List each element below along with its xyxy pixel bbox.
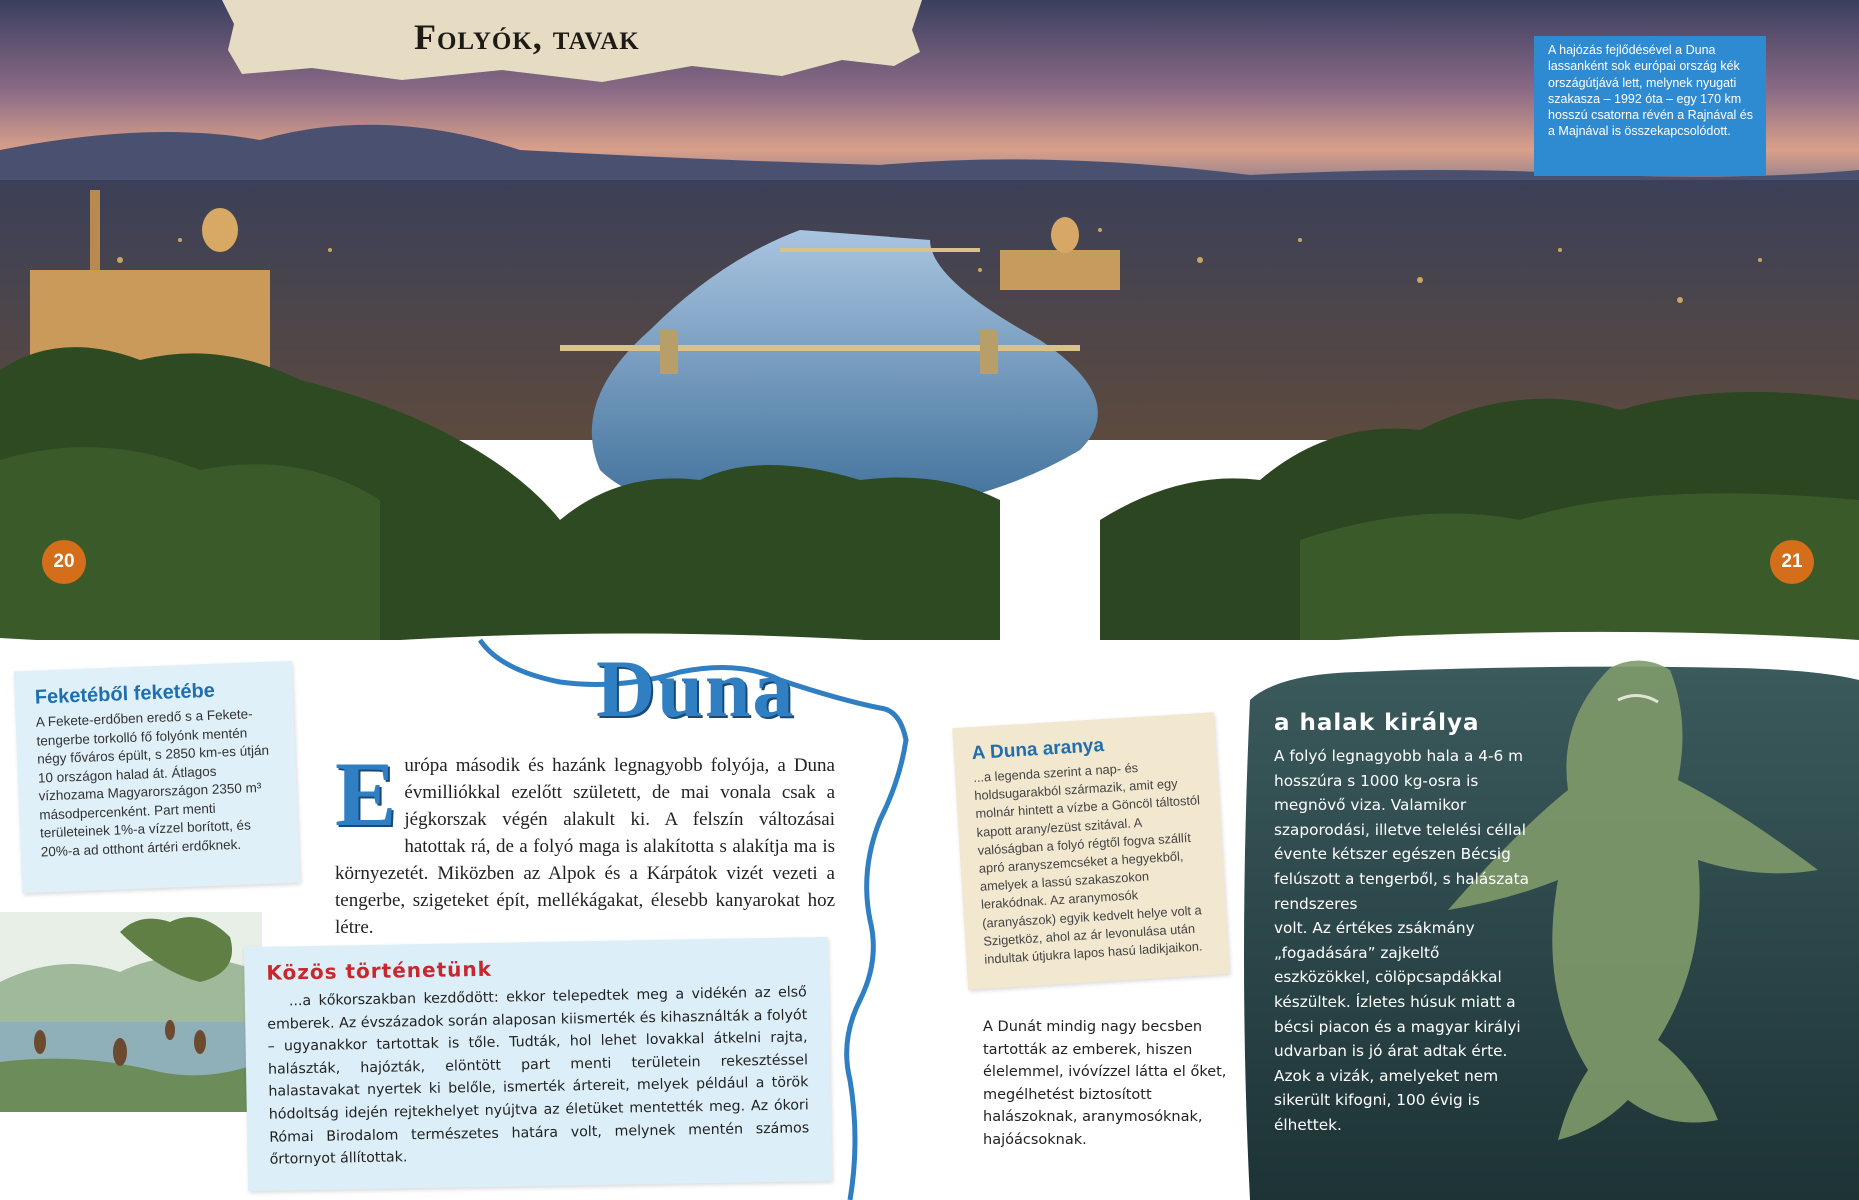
- intro-text: urópa második és hazánk legnagyobb folyója, a Duna évmilliókkal ezelőtt született, de mai vonala csak a jégkorszak végén alakult ki. A felszín változásai hatottak rá, de a folyó maga is alakította s alakítja ma is környezetét. Miközben az Alpok és a Kárpátok vizét vezeti a tengerbe, szigeteket épít, mellékágakat, élesebb kanyarokat hoz létre.: [335, 755, 835, 938]
- box-halak-text-narrow: A folyó legnagyobb hala a 4-6 m hosszúra s 1000 kg-osra is megnövő viza. Valamikor szaporodási, illetve telelési céllal évente kétszer egészen Bécsig felúszott a tengerből, s halászata rendszeres: [1274, 747, 1530, 913]
- page-number-left: 20: [42, 540, 86, 584]
- section-title-patch: [222, 0, 922, 86]
- box-halak-text: [1274, 744, 1542, 1138]
- box-tortenet-text: ...a kőkorszakban kezdődött: ekkor telepedtek meg a vidékén az első emberek. Az évszázadok során alaposan kiismerték és kihasználták a folyót – ugyanakkor tartottak is tőle. Tudták, hol lehet lovakkal átkelni rajta, halászták, hajózták, elöntött part menti területein rekesztéssel halastavakat nyertek ki belőle, ismerték ártereit, melyek például a török hódoltság idején rejtekhelyet nyújtva az életüket mentették meg. Az ókori Római Birodalom természetes határa volt, melynek mentén számos őrtornyot állítottak.: [267, 984, 810, 1168]
- drop-cap: E: [335, 743, 397, 845]
- main-title: Duna: [596, 643, 796, 734]
- box-feketebol-text: A Fekete-erdőben eredő s a Fekete-tengerbe torkolló fő folyónk mentén négy főváros épült, s 2850 km-es útján 10 országon halad át. Átlagos vízhozama Magyarországon 2350 m³ másodpercenként. Part menti területeinek 1%-a vízzel borított, és 20%-a ad otthont ártéri erdőknek.: [35, 706, 270, 860]
- plain-paragraph: A Dunát mindig nagy becsben tartották az emberek, hiszen élelemmel, ivóvízzel látta el őket, megélhetést biztosított halászoknak, aranymosóknak, hajóácsoknak.: [983, 1019, 1227, 1148]
- box-halak-title: a halak királya: [1274, 710, 1480, 736]
- box-arany-text: ...a legenda szerint a nap- és holdsugarakból származik, amit egy molnár hintett a vízbe a Göncöl táltostól kapott arany/ezüst szitával. A valóságban a folyó régtől fogva szállít apró aranyszemcséket a hegyekből, amelyek a lassú szakaszokon lerakódnak. Az aranymosók (aranyászok) egyik kedvelt helye volt a Szigetköz, ahol az ár levonulása után indultak útjukra lapos hasú ladikjaikon.: [972, 759, 1203, 967]
- box-tortenet: [244, 937, 832, 1191]
- box-feketebol: [14, 661, 300, 894]
- box-arany: [952, 712, 1230, 990]
- prehistoric-scene: [0, 912, 262, 1112]
- prehistoric-illustration: [0, 912, 262, 1112]
- section-title: Folyók, tavak: [414, 17, 640, 57]
- intro-paragraph: [335, 743, 835, 941]
- box-arany-title: A Duna aranya: [971, 735, 1105, 765]
- box-halak-text-wide: volt. Az értékes zsákmány „fogadására” zajkeltő eszközökkel, cölöpcsapdákkal készültek. Ízletes húsuk miatt a bécsi piacon és a magyar királyi udvarban is jó árat adtak érte. Azok a vizák, amelyeket nem sikerült kifogni, 100 évig is élhettek.: [1274, 919, 1521, 1134]
- page-number-right: 21: [1770, 540, 1814, 584]
- box-feketebol-title: Feketéből feketébe: [34, 679, 216, 709]
- info-box-shipping: A hajózás fejlődésével a Duna lassanként sok európai ország kék országútjává lett, melynek nyugati szakasza – 1992 óta – egy 170 km hosszú csatorna révén a Rajnával és a Majnával is összekapcsolódott.: [1534, 36, 1766, 176]
- box-tortenet-title: Közös történetünk: [266, 956, 493, 985]
